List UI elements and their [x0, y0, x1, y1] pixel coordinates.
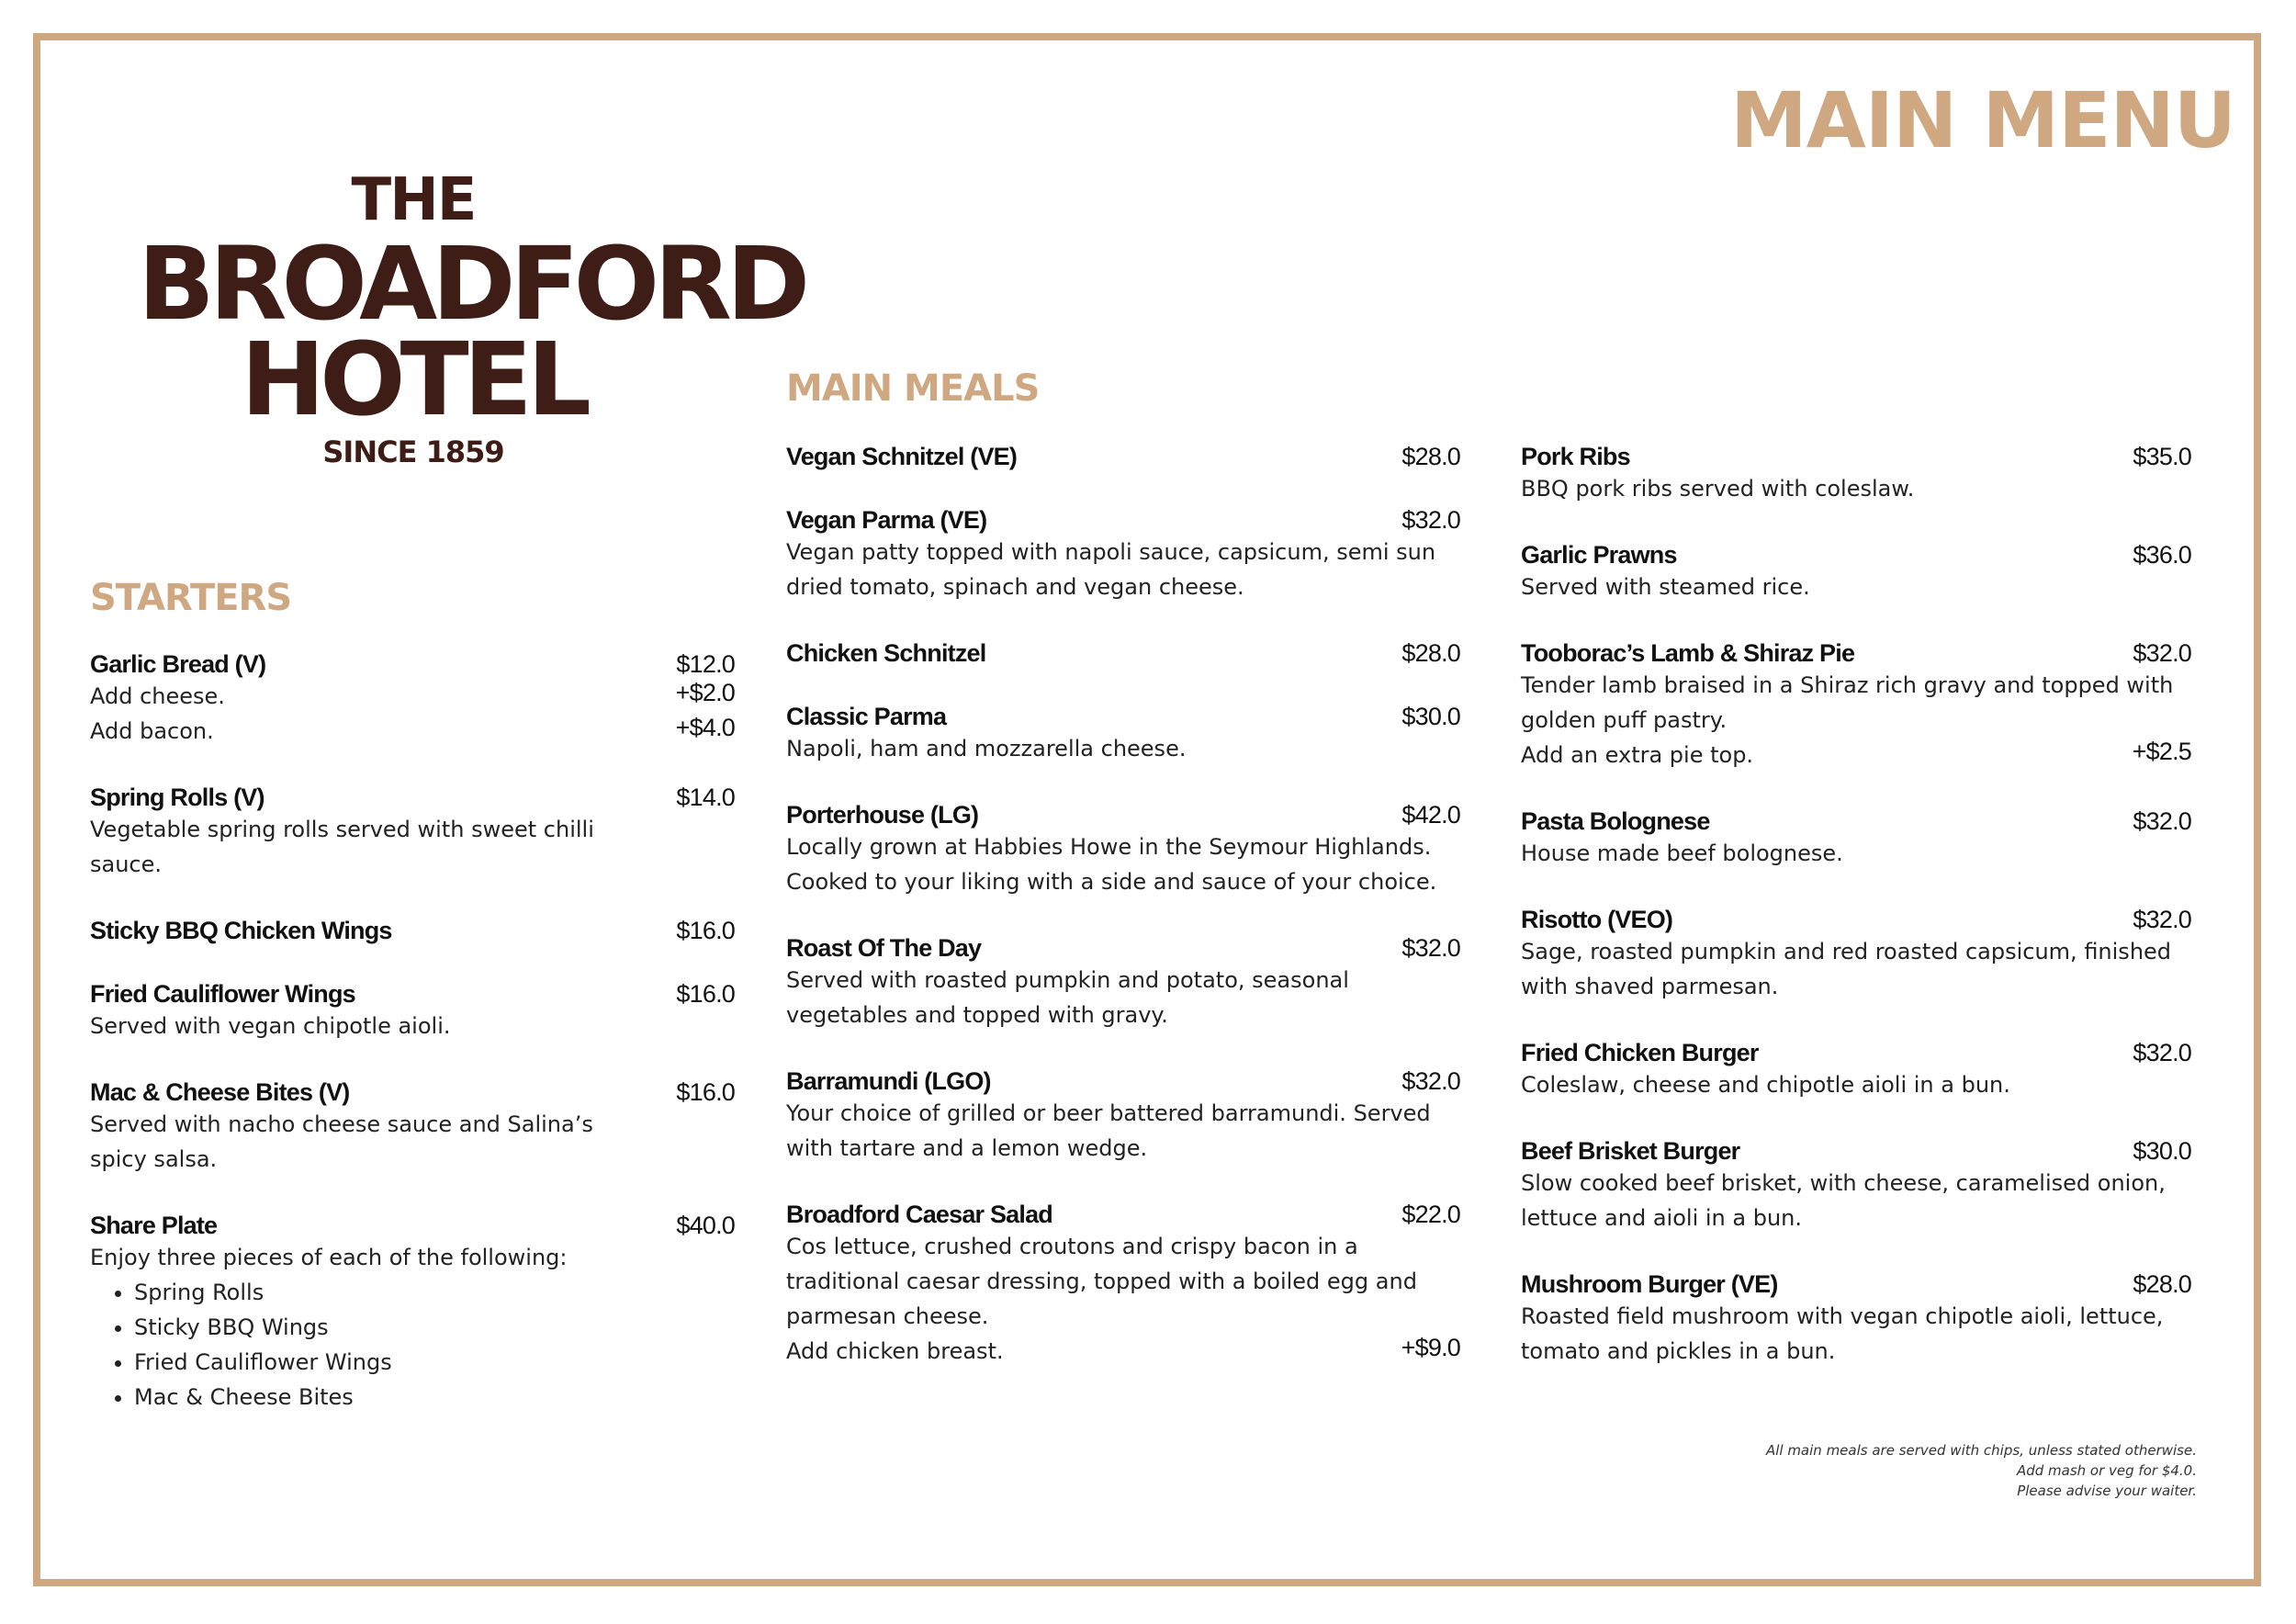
item-name: Barramundi (LGO): [786, 1067, 991, 1095]
addon-price: +$9.0: [1401, 1334, 1460, 1361]
item-price: $36.0: [2133, 541, 2191, 569]
item-name: Chicken Schnitzel: [786, 639, 986, 667]
menu-item-cauliflower-wings: [90, 980, 735, 1043]
hotel-logo: [138, 166, 805, 469]
menu-item: [786, 1067, 1460, 1166]
item-price: $12.0: [676, 650, 735, 678]
item-name: Fried Cauliflower Wings: [90, 980, 355, 1008]
item-description: Served with nacho cheese sauce and Salina’s spicy salsa.: [90, 1111, 593, 1172]
logo-line-the: THE: [351, 166, 476, 234]
item-name: Roast Of The Day: [786, 934, 982, 962]
item-name: Garlic Prawns: [1521, 541, 1677, 569]
item-name: Classic Parma: [786, 703, 947, 730]
item-name: Porterhouse (LG): [786, 801, 979, 829]
item-description: Served with steamed rice.: [1521, 574, 1810, 600]
logo-line-hotel: HOTEL: [241, 321, 586, 438]
item-name: Share Plate: [90, 1212, 218, 1239]
item-name: Vegan Parma (VE): [786, 506, 987, 534]
item-description: Coleslaw, cheese and chipotle aioli in a bun.: [1521, 1072, 2010, 1098]
addon-row: [90, 714, 735, 749]
item-name: Mac & Cheese Bites (V): [90, 1078, 350, 1106]
addon-price: +$4.0: [675, 714, 735, 741]
item-description: Locally grown at Habbies Howe in the Seymour Highlands. Cooked to your liking with a side and sauce of your choice.: [786, 834, 1437, 895]
item-price: $35.0: [2133, 443, 2191, 470]
item-description: House made beef bolognese.: [1521, 840, 1843, 866]
item-description: Vegan patty topped with napoli sauce, capsicum, semi sun dried tomato, spinach and vegan cheese.: [786, 539, 1436, 600]
footnote-line: Add mash or veg for $4.0.: [2016, 1462, 2197, 1479]
item-price: $32.0: [2133, 1039, 2191, 1066]
menu-item-lamb-pie: [1521, 639, 2191, 773]
menu-item: [786, 639, 1460, 668]
menu-item-bbq-wings: [90, 917, 735, 945]
item-price: $32.0: [2133, 906, 2191, 933]
item-price: $32.0: [1401, 506, 1460, 534]
addon-label: Add bacon.: [90, 718, 214, 744]
page-title: MAIN MENU: [1730, 75, 2235, 165]
item-name: Beef Brisket Burger: [1521, 1137, 1740, 1165]
item-price: $14.0: [676, 784, 735, 811]
list-item: • Fried Cauliflower Wings: [134, 1345, 735, 1380]
item-description: Tender lamb braised in a Shiraz rich gravy and topped with golden puff pastry.: [1521, 672, 2174, 733]
menu-item-caesar-salad: [786, 1201, 1460, 1369]
addon-label: Add an extra pie top.: [1521, 742, 1754, 768]
item-name: Broadford Caesar Salad: [786, 1201, 1052, 1228]
share-plate-list: [90, 1275, 735, 1415]
item-description: Vegetable spring rolls served with sweet chilli sauce.: [90, 817, 594, 877]
addon-label: Add chicken breast.: [786, 1338, 1004, 1364]
item-price: $22.0: [1401, 1201, 1460, 1228]
menu-item-garlic-bread: [90, 650, 735, 749]
item-name: Spring Rolls (V): [90, 784, 264, 811]
item-description: Napoli, ham and mozzarella cheese.: [786, 736, 1187, 761]
item-name: Risotto (VEO): [1521, 906, 1673, 933]
menu-item-share-plate: [90, 1212, 735, 1415]
menu-item: [786, 801, 1460, 899]
item-price: $32.0: [1401, 1067, 1460, 1095]
item-name: Sticky BBQ Chicken Wings: [90, 917, 392, 944]
item-description: BBQ pork ribs served with coleslaw.: [1521, 476, 1915, 502]
list-item: • Sticky BBQ Wings: [134, 1310, 735, 1345]
list-item: • Mac & Cheese Bites: [134, 1380, 735, 1415]
item-price: $40.0: [676, 1212, 735, 1239]
menu-item: [1521, 1137, 2191, 1235]
item-description: Slow cooked beef brisket, with cheese, caramelised onion, lettuce and aioli in a bun.: [1521, 1170, 2166, 1231]
menu-item-mac-cheese: [90, 1078, 735, 1177]
item-description: Your choice of grilled or beer battered barramundi. Served with tartare and a lemon wedge.: [786, 1100, 1431, 1161]
menu-item: [786, 703, 1460, 766]
item-description: Cos lettuce, crushed croutons and crispy bacon in a traditional caesar dressing, topped with a boiled egg and parmesan cheese.: [786, 1234, 1417, 1329]
item-name: Vegan Schnitzel (VE): [786, 443, 1018, 470]
item-price: $32.0: [1401, 934, 1460, 962]
item-description: Served with vegan chipotle aioli.: [90, 1013, 451, 1039]
main-meals-left-column: [786, 443, 1460, 1404]
menu-item: [786, 506, 1460, 604]
item-price: $28.0: [1401, 639, 1460, 667]
item-name: Mushroom Burger (VE): [1521, 1270, 1778, 1298]
item-price: $30.0: [1401, 703, 1460, 730]
item-price: $28.0: [1401, 443, 1460, 470]
footnote-line: All main meals are served with chips, unless stated otherwise.: [1765, 1442, 2197, 1459]
item-description: Roasted field mushroom with vegan chipotle aioli, lettuce, tomato and pickles in a bun.: [1521, 1303, 2164, 1364]
item-price: $42.0: [1401, 801, 1460, 829]
item-price: $16.0: [676, 980, 735, 1008]
addon-row: [90, 679, 735, 714]
menu-item: [1521, 541, 2191, 604]
starters-heading: STARTERS: [90, 577, 292, 619]
item-description: Sage, roasted pumpkin and red roasted capsicum, finished with shaved parmesan.: [1521, 939, 2172, 999]
item-description: Served with roasted pumpkin and potato, seasonal vegetables and topped with gravy.: [786, 967, 1349, 1028]
list-item: • Spring Rolls: [134, 1275, 735, 1310]
starters-column: [90, 650, 735, 1449]
menu-item: [786, 443, 1460, 471]
item-name: Tooborac’s Lamb & Shiraz Pie: [1521, 639, 1855, 667]
footnote: [1766, 1440, 2197, 1501]
logo-line-broadford: BROADFORD: [138, 225, 805, 343]
menu-item-spring-rolls: [90, 784, 735, 882]
menu-item: [1521, 906, 2191, 1004]
item-price: $16.0: [676, 917, 735, 944]
item-price: $32.0: [2133, 639, 2191, 667]
menu-item: [786, 934, 1460, 1032]
addon-price: +$2.0: [675, 679, 735, 706]
menu-item: [1521, 807, 2191, 871]
item-price: $32.0: [2133, 807, 2191, 835]
footnote-line: Please advise your waiter.: [2017, 1483, 2197, 1499]
item-price: $30.0: [2133, 1137, 2191, 1165]
logo-line-since: SINCE 1859: [322, 434, 504, 469]
addon-row: [1521, 738, 2191, 773]
item-description: Enjoy three pieces of each of the following:: [90, 1245, 568, 1270]
addon-label: Add cheese.: [90, 683, 225, 709]
main-meals-right-column: [1521, 443, 2191, 1404]
item-name: Pasta Bolognese: [1521, 807, 1710, 835]
item-name: Fried Chicken Burger: [1521, 1039, 1759, 1066]
menu-item: [1521, 1039, 2191, 1102]
addon-price: +$2.5: [2132, 738, 2191, 765]
item-name: Pork Ribs: [1521, 443, 1630, 470]
item-price: $16.0: [676, 1078, 735, 1106]
addon-row: [786, 1334, 1460, 1369]
menu-item: [1521, 1270, 2191, 1369]
item-name: Garlic Bread (V): [90, 650, 266, 678]
menu-item: [1521, 443, 2191, 506]
main-meals-heading: MAIN MEALS: [786, 367, 1040, 410]
item-price: $28.0: [2133, 1270, 2191, 1298]
